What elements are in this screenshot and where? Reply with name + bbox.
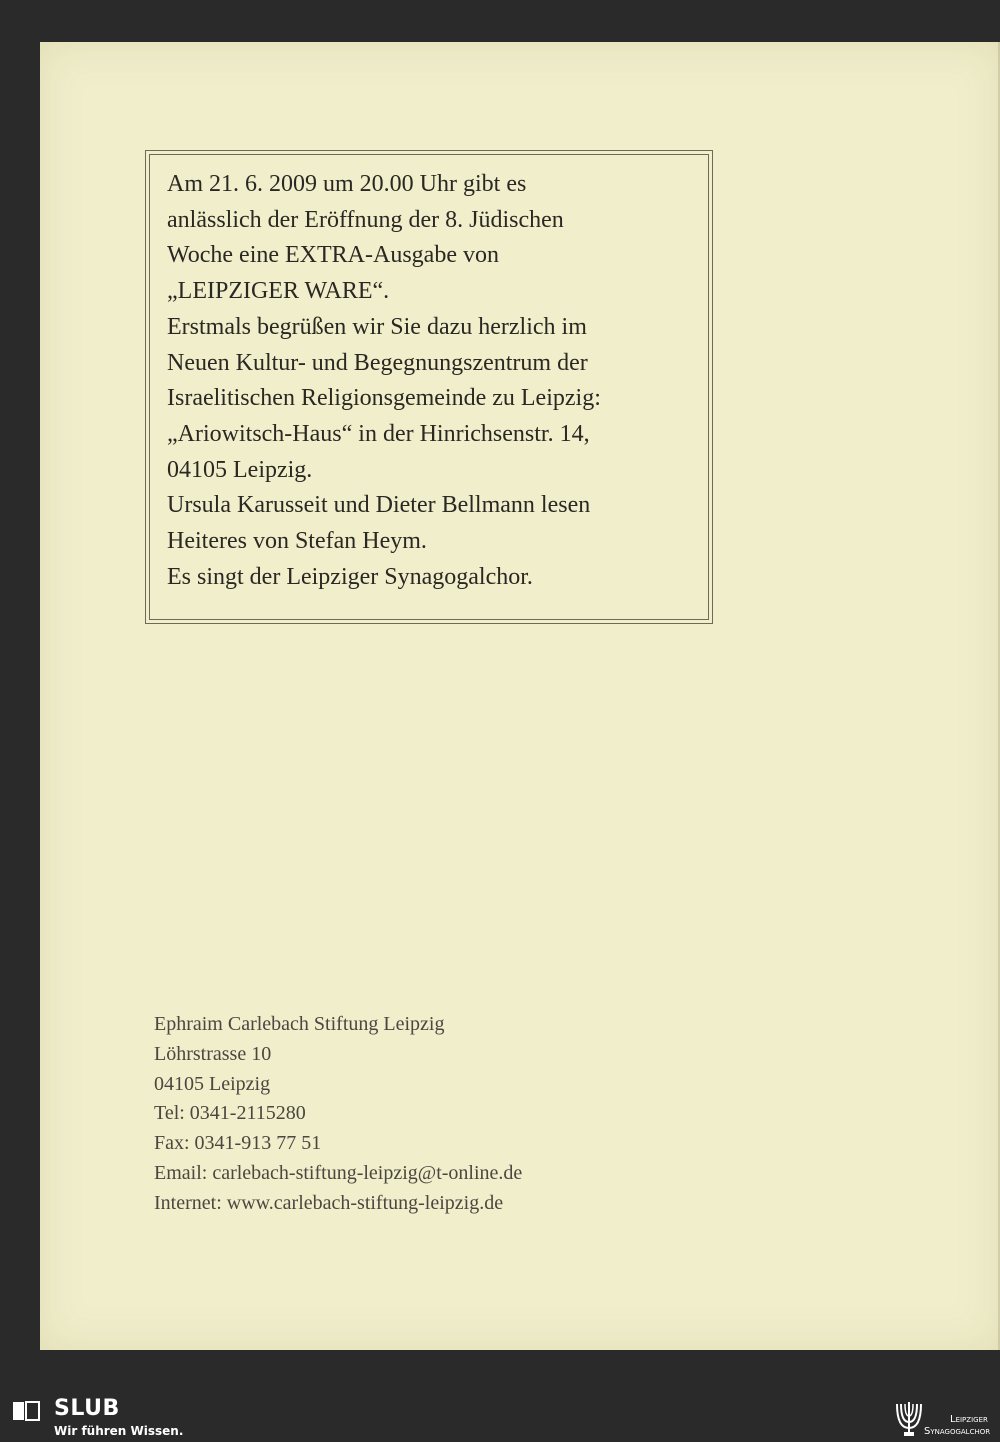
notice-line: Ursula Karusseit und Dieter Bellmann lesen <box>167 492 591 519</box>
slub-logo-text: SLUB <box>54 1396 120 1421</box>
viewer-footer <box>0 1392 1000 1442</box>
notice-frame <box>145 150 713 624</box>
notice-line: Neuen Kultur- und Begegnungszentrum der <box>167 349 588 376</box>
choir-name-line2: Synagogalchor <box>924 1426 991 1437</box>
menorah-icon <box>896 1396 922 1438</box>
notice-line: Erstmals begrüßen wir Sie dazu herzlich im <box>167 313 587 340</box>
notice-line: Woche eine EXTRA-Ausgabe von <box>167 242 499 269</box>
notice-line: Heiteres von Stefan Heym. <box>167 528 427 555</box>
slub-tagline: Wir führen Wissen. <box>54 1424 184 1438</box>
postal-city: 04105 Leipzig <box>154 1072 271 1095</box>
notice-line: „Ariowitsch-Haus“ in der Hinrichsenstr. 14, <box>167 420 590 447</box>
notice-line: anlässlich der Eröffnung der 8. Jüdischen <box>167 206 564 233</box>
choir-name-line1: Leipziger <box>950 1414 988 1425</box>
organization-name: Ephraim Carlebach Stiftung Leipzig <box>154 1013 445 1035</box>
notice-line: 04105 Leipzig. <box>167 456 313 483</box>
notice-line: Israelitischen Religionsgemeinde zu Leipzig: <box>167 385 601 412</box>
street-address: Löhrstrasse 10 <box>154 1042 272 1065</box>
website: Internet: www.carlebach-stiftung-leipzig.de <box>154 1191 504 1214</box>
fax: Fax: 0341-913 77 51 <box>154 1132 322 1155</box>
paper-sheet <box>40 42 1000 1350</box>
notice-line: Es singt der Leipziger Synagogalchor. <box>167 563 533 590</box>
notice-line: Am 21. 6. 2009 um 20.00 Uhr gibt es <box>167 171 527 197</box>
notice-line: „LEIPZIGER WARE“. <box>167 278 390 305</box>
telephone: Tel: 0341-2115280 <box>154 1102 306 1125</box>
email: Email: carlebach-stiftung-leipzig@t-online.de <box>154 1161 523 1184</box>
book-icon <box>12 1400 40 1422</box>
address-block <box>154 1010 522 1219</box>
notice-text <box>167 167 697 595</box>
